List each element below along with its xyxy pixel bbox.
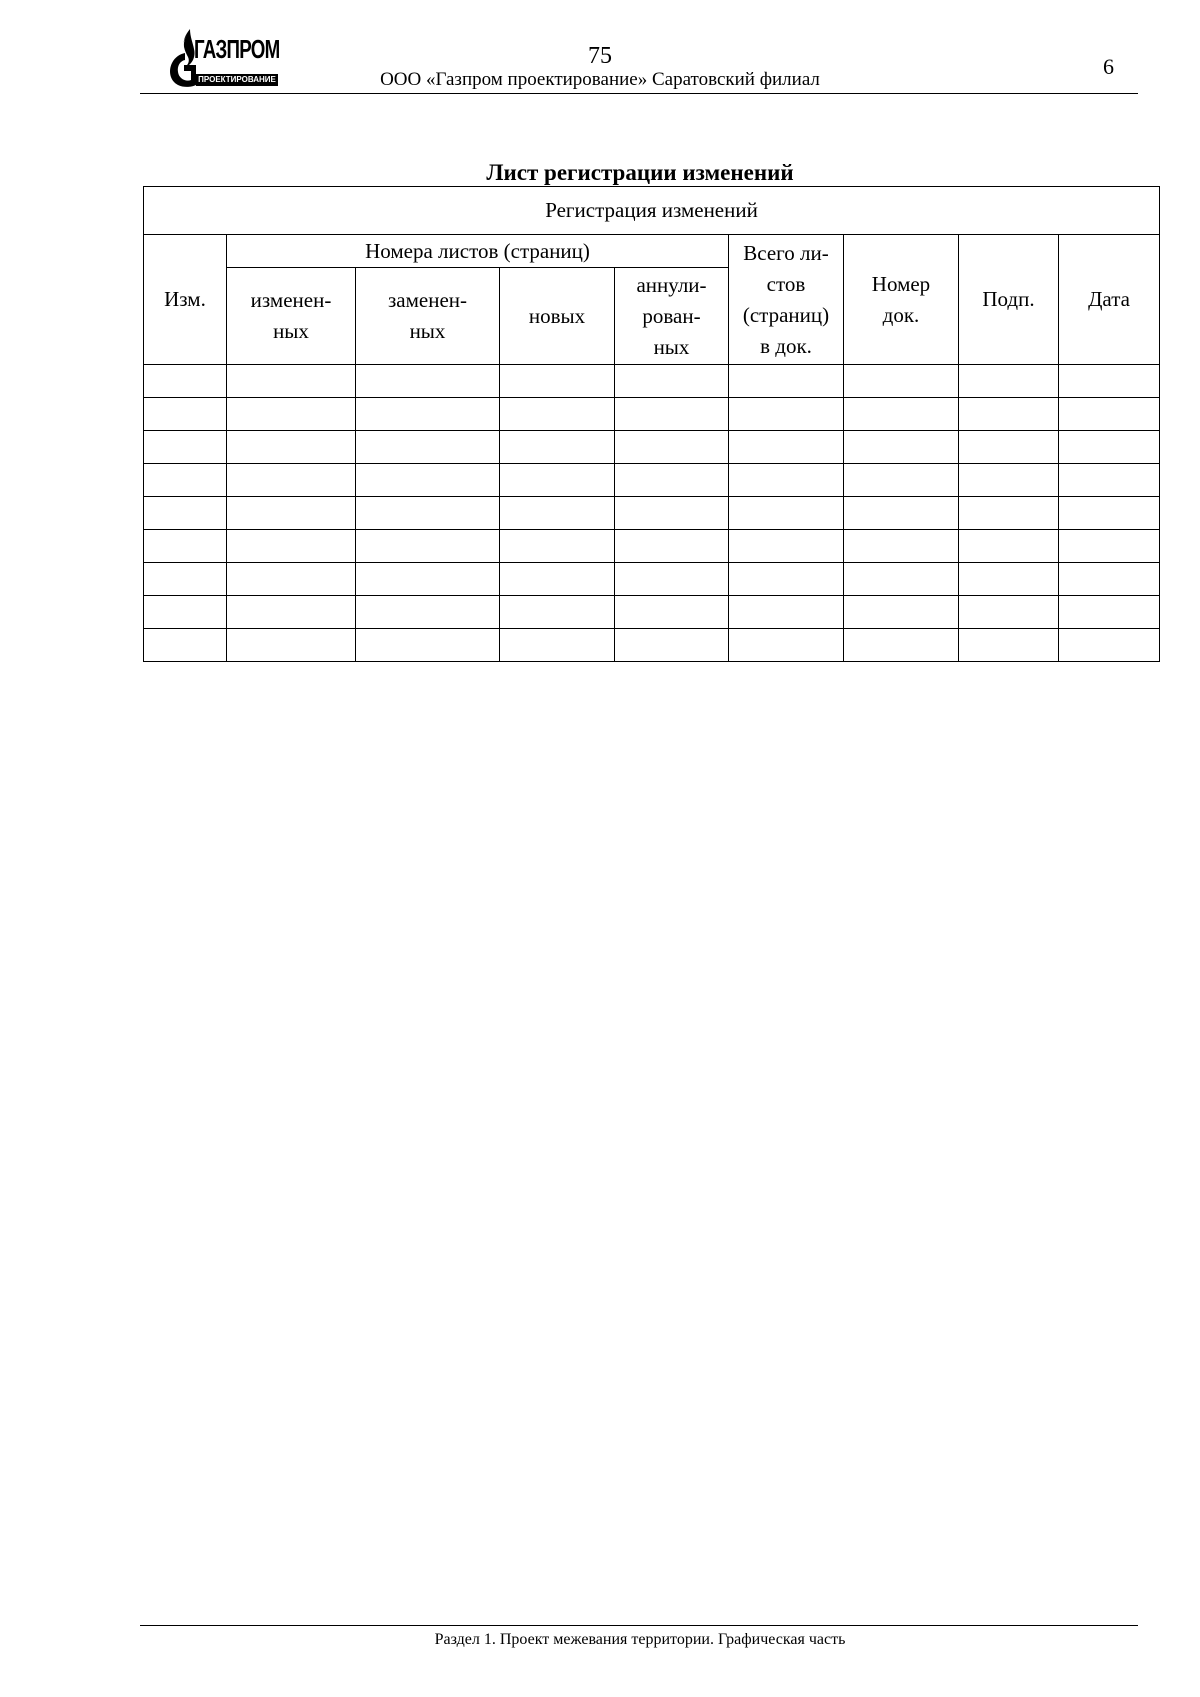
- table-cell: [729, 629, 844, 662]
- table-caption: Регистрация изменений: [144, 187, 1160, 235]
- table-cell: [144, 365, 227, 398]
- table-cell: [729, 365, 844, 398]
- table-cell: [1059, 629, 1160, 662]
- sheet-number: 6: [1103, 54, 1114, 79]
- logo-subtitle: ПРОЕКТИРОВАНИЕ: [196, 74, 278, 86]
- table-cell: [356, 365, 500, 398]
- table-cell: [356, 497, 500, 530]
- table-cell: [227, 464, 356, 497]
- table-cell: [844, 497, 959, 530]
- table-row: [144, 629, 1160, 662]
- table-cell: [615, 464, 729, 497]
- table-cell: [615, 563, 729, 596]
- table-cell: [1059, 398, 1160, 431]
- table-cell: [1059, 530, 1160, 563]
- company-name: ООО «Газпром проектирование» Саратовский филиал: [380, 69, 820, 90]
- table-cell: [1059, 464, 1160, 497]
- table-cell: [844, 530, 959, 563]
- table-cell: [959, 497, 1059, 530]
- table-cell: [356, 530, 500, 563]
- table-cell: [844, 563, 959, 596]
- table-cell: [356, 398, 500, 431]
- table-row: [144, 464, 1160, 497]
- footer-text: Раздел 1. Проект межевания территории. Графическая часть: [434, 1631, 846, 1648]
- table-cell: [1059, 431, 1160, 464]
- table-cell: [227, 398, 356, 431]
- table-cell: [500, 563, 615, 596]
- table-cell: [615, 596, 729, 629]
- col-header-replaced: заменен- ных: [356, 268, 500, 365]
- table-cell: [227, 497, 356, 530]
- col-header-new: новых: [500, 268, 615, 365]
- table-cell: [729, 464, 844, 497]
- table-row: [144, 431, 1160, 464]
- table-cell: [500, 497, 615, 530]
- table-cell: [959, 365, 1059, 398]
- table-cell: [844, 398, 959, 431]
- table-cell: [615, 530, 729, 563]
- table-row: [144, 365, 1160, 398]
- table-cell: [1059, 563, 1160, 596]
- table-cell: [1059, 365, 1160, 398]
- table-cell: [1059, 596, 1160, 629]
- table-cell: [500, 596, 615, 629]
- table-cell: [227, 596, 356, 629]
- logo-wordmark: ГАЗПРОМ: [194, 34, 280, 64]
- table-body: [144, 365, 1160, 662]
- table-cell: [500, 464, 615, 497]
- table-cell: [844, 629, 959, 662]
- header-rule: [140, 93, 1138, 94]
- table-cell: [1059, 497, 1160, 530]
- table-cell: [356, 596, 500, 629]
- col-header-date: Дата: [1059, 235, 1160, 365]
- table-cell: [144, 398, 227, 431]
- col-header-total-sheets: Всего ли- стов (страниц) в док.: [729, 235, 844, 365]
- table-cell: [227, 629, 356, 662]
- table-cell: [729, 431, 844, 464]
- table-cell: [844, 464, 959, 497]
- table-cell: [500, 530, 615, 563]
- table-cell: [144, 596, 227, 629]
- table-cell: [144, 464, 227, 497]
- page-number: 75: [588, 43, 612, 69]
- table-cell: [356, 629, 500, 662]
- table-cell: [227, 530, 356, 563]
- table-cell: [500, 365, 615, 398]
- table-cell: [844, 596, 959, 629]
- table-cell: [500, 431, 615, 464]
- col-group-sheet-numbers: Номера листов (страниц): [227, 235, 729, 268]
- table-cell: [500, 629, 615, 662]
- table-cell: [144, 497, 227, 530]
- table-row: [144, 596, 1160, 629]
- table-cell: [144, 530, 227, 563]
- table-row: [144, 497, 1160, 530]
- table-cell: [844, 431, 959, 464]
- col-header-izm: Изм.: [144, 235, 227, 365]
- table-cell: [615, 398, 729, 431]
- table-cell: [729, 530, 844, 563]
- table-cell: [729, 563, 844, 596]
- table-row: [144, 398, 1160, 431]
- table-cell: [227, 563, 356, 596]
- table-cell: [729, 398, 844, 431]
- change-registration-table: [143, 186, 1160, 662]
- table-cell: [356, 431, 500, 464]
- table-cell: [227, 431, 356, 464]
- table-cell: [959, 398, 1059, 431]
- table-cell: [844, 365, 959, 398]
- table-cell: [356, 563, 500, 596]
- table-cell: [144, 629, 227, 662]
- col-header-signature: Подп.: [959, 235, 1059, 365]
- table-cell: [959, 596, 1059, 629]
- table-cell: [959, 563, 1059, 596]
- table-cell: [227, 365, 356, 398]
- table-cell: [959, 431, 1059, 464]
- table-cell: [144, 431, 227, 464]
- table-cell: [959, 530, 1059, 563]
- table-cell: [144, 563, 227, 596]
- table-row: [144, 563, 1160, 596]
- col-header-doc-number: Номер док.: [844, 235, 959, 365]
- table-cell: [959, 464, 1059, 497]
- table-cell: [615, 629, 729, 662]
- table-cell: [729, 497, 844, 530]
- table-row: [144, 530, 1160, 563]
- col-header-annulled: аннули- рован- ных: [615, 268, 729, 365]
- table-cell: [729, 596, 844, 629]
- table-cell: [615, 497, 729, 530]
- table-cell: [615, 365, 729, 398]
- table-cell: [959, 629, 1059, 662]
- col-header-changed: изменен- ных: [227, 268, 356, 365]
- table-cell: [356, 464, 500, 497]
- table-cell: [500, 398, 615, 431]
- footer-rule: [140, 1625, 1138, 1626]
- document-title: Лист регистрации изменений: [486, 160, 794, 185]
- table-cell: [615, 431, 729, 464]
